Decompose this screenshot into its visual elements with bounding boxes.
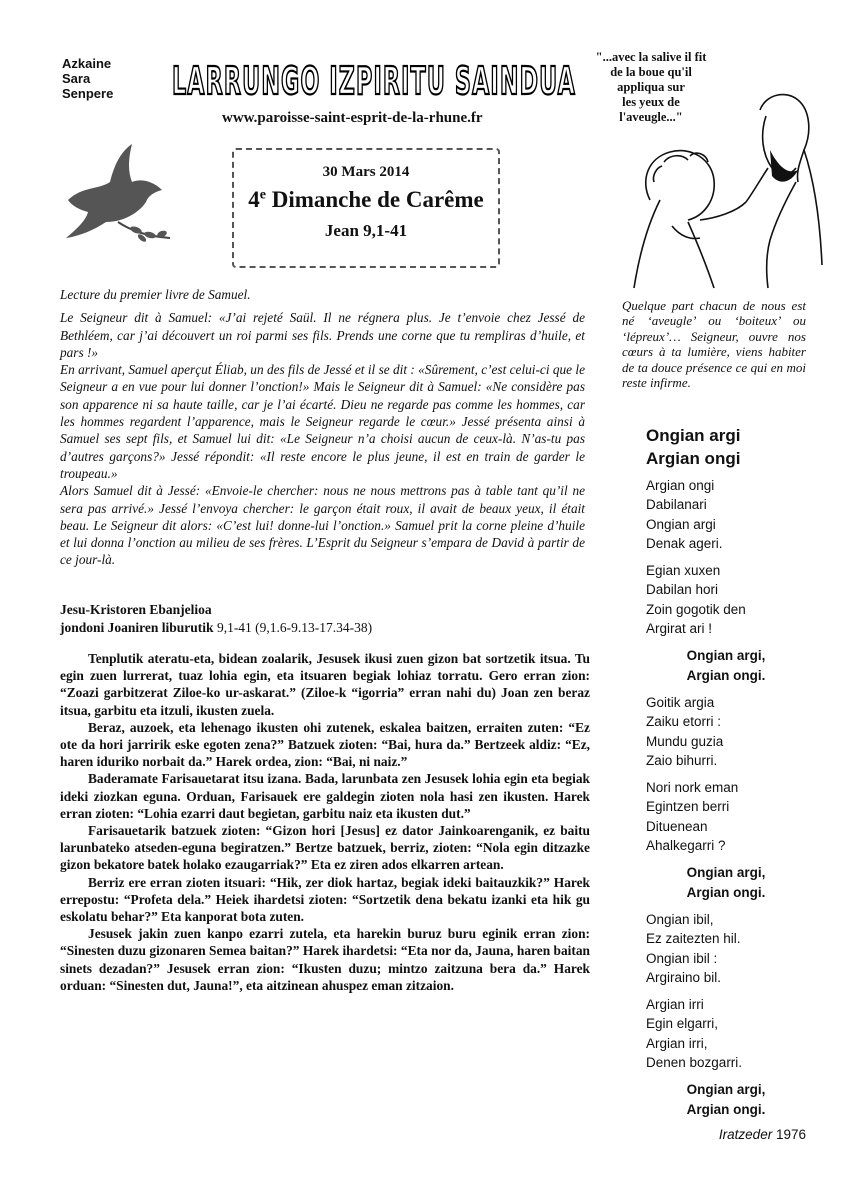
song [646,424,831,1142]
parish-banner-logo [168,52,580,104]
town-azkaine: Azkaine [62,56,112,71]
reading-title: Lecture du premier livre de Samuel. [60,287,251,302]
town-senpere: Senpere [62,86,114,101]
gospel-heading: Jesu-Kristoren Ebanjelioa jondoni Joaniren liburutik 9,1-41 (9,1.6-9.13-17.34-38) [60,602,373,635]
song-title: Ongian argi Argian ongi [646,426,741,468]
reading-paragraph: En arrivant, Samuel aperçut Éliab, un des fils de Jessé et il se dit : «Sûrement, c’est celui-ci que le Seigneur a en vue pour lui donner l’onction!» Mais le Seigneur dit à Samuel: «Ne considère pas son apparence ni sa haute taille, car je l’ai écarté. Dieu ne regarde pas comme les hommes, car les hommes regardent l’apparence, mais le Seigneur regarde le cœur.» Jessé présenta ainsi à Samuel ses sept fils, et Samuel lui dit: «Le Seigneur n’a choisi aucun de ceux-là. N’as-tu pas d’autres garçons?» Jessé répondit: «Il reste encore le plus jeune, il est en train de garder le troupeau.» [60,362,585,481]
song-verse: Ongian ibil, Ez zaitezten hil. Ongian ibil : Argiraino bil. [646,911,741,985]
reading-paragraph: Alors Samuel dit à Jessé: «Envoie-le chercher: nous ne nous mettrons pas à table tant qu’il ne sera pas arrivé.» Jessé l’envoya chercher: le garçon était roux, il avait de beaux yeux, il était beau. Le Seigneur dit alors: «C’est lui! donne-lui l’onction.» Samuel prit la corne pleine d’huile et lui donna l’onction au milieu de ses frères. L’Esprit du Seigneur s’empara de David à partir de ce jour-là. [60,483,585,568]
gospel-paragraph: Farisauetarik batzuek zioten: “Gizon hori [Jesus] ez dator Jainkoarenganik, ez baitu larunbateko atseden-eguna begiratzen.” Bertze batzuek, berriz, zioten: “Nola egin ditzazke gizon bekatore batek holako ezaugarriak?” Eta ez ziren ados elkarren artean. [60,823,590,873]
gospel-paragraph: Jesusek jakin zuen kanpo ezarri zutela, eta harekin buruz buru eginik erran zion: “Sinesten duzu gizonaren Semea baitan?” Harek ihardetsi: “Eta nor da, Jauna, haren baitan sinets dezadan?” Jesusek erran zion: “Ikusten duzu; mintzo zaitzuna bera da.” Harek orduan: “Sinesten dut, Jauna!”, eta aitzinean ahuspez eman zitzaion. [60,926,590,993]
song-verse: Goitik argia Zaiku etorri : Mundu guzia Zaio bihurri. [646,694,724,768]
sunday-title: 4e Dimanche de Carême [248,187,484,212]
gospel-paragraph: Tenplutik ateratu-eta, bidean zoalarik, Jesusek ikusi zuen gizon bat sortzetik itsua. Tu egin zuen lurrerat, tuaz lohia egin, eta itsuaren begiak lohiaz torratu. Gero erran zion: “Zoazi garbitzerat Ziloe-ko ur-askarat.” (Ziloe-k “igorria” erran nahi du) Joan zen beraz itsua, garbitu eta itzuli, ikusten zuela. [60,651,590,718]
song-verse: Nori nork eman Egintzen berri Dituenean Ahalkegarri ? [646,780,739,854]
gospel-reference: Jean 9,1-41 [324,221,408,240]
illustration-quote: "...avec la salive il fit de la boue qu'il appliqua sur les yeux de l'aveugle..." [595,50,707,124]
song-verse: Argian irri Egin elgarri, Argian irri, Denen bozgarri. [646,997,743,1071]
song-refrain: Ongian argi, Argian ongi. [686,865,766,900]
town-list [62,56,113,101]
gospel-paragraph: Berriz ere erran zioten itsuari: “Hik, zer diok hartaz, begiak ideki baitauzkik?” Harek errepostu: “Profeta dela.” Heiek ihardetsi zioten: “Sortzetik dena bekatu izanki eta hik gu eskolatu behar?” Eta kanporat bota zuten. [60,874,590,925]
song-refrain: Ongian argi, Argian ongi. [686,1082,766,1117]
gospel-paragraph: Beraz, auzoek, eta lehenago ikusten ohi zutenek, eskalea baitzen, erraiten zuten: “Ez ote da hori jarririk eske egoten zena?” Batzuek zioten: “Bai, hura da.” Bertzeek aldiz: “Ez, haren iduriko norbait da.” Harek ordea, zion: “Bai, ni naiz.” [60,719,590,770]
town-sara: Sara [62,71,91,86]
song-verse: Egian xuxen Dabilan hori Zoin gogotik den Argirat ari ! [646,563,746,637]
reading-paragraph: Le Seigneur dit à Samuel: «J’ai rejeté Saül. Il ne régnera plus. Je t’envoie chez Jessé de Bethléem, car j’ai découvert un roi parmi ses fils. Prends une corne que tu rempliras d’huile, et pars !» [60,310,585,360]
prayer-text: Quelque part chacun de nous est né ‘aveugle’ ou ‘boiteux’ ou ‘lépreux’… Seigneur, ouvre nos cœurs à ta lumière, viens habiter de ta douce présence ce qui en moi reste infirme. [622,298,806,391]
song-verse: Argian ongi Dabilanari Ongian argi Denak ageri. [646,478,723,551]
dove-icon [58,138,178,248]
banner-title: LARRUNGO IZPIRITU SAINDUA [172,59,576,103]
date-box [232,148,500,268]
date: 30 Mars 2014 [322,164,410,180]
first-reading [60,286,585,569]
gospel-text [60,650,590,994]
gospel-paragraph: Baderamate Farisauetarat itsu izana. Bada, larunbata zen Jesusek lohia egin eta begiak ideki ziozkan eguna. Orduan, Farisauek ere galdegin zioten nola hasi zen ikusten. Harek erran zioten: “Lohia ezarri daut begietan, garbitu naiz eta ikusten dut.” [60,771,590,821]
song-author: Iratzeder 1976 [718,1126,806,1142]
website-url: www.paroisse-saint-esprit-de-la-rhune.fr [222,110,483,126]
song-refrain: Ongian argi, Argian ongi. [686,648,766,683]
